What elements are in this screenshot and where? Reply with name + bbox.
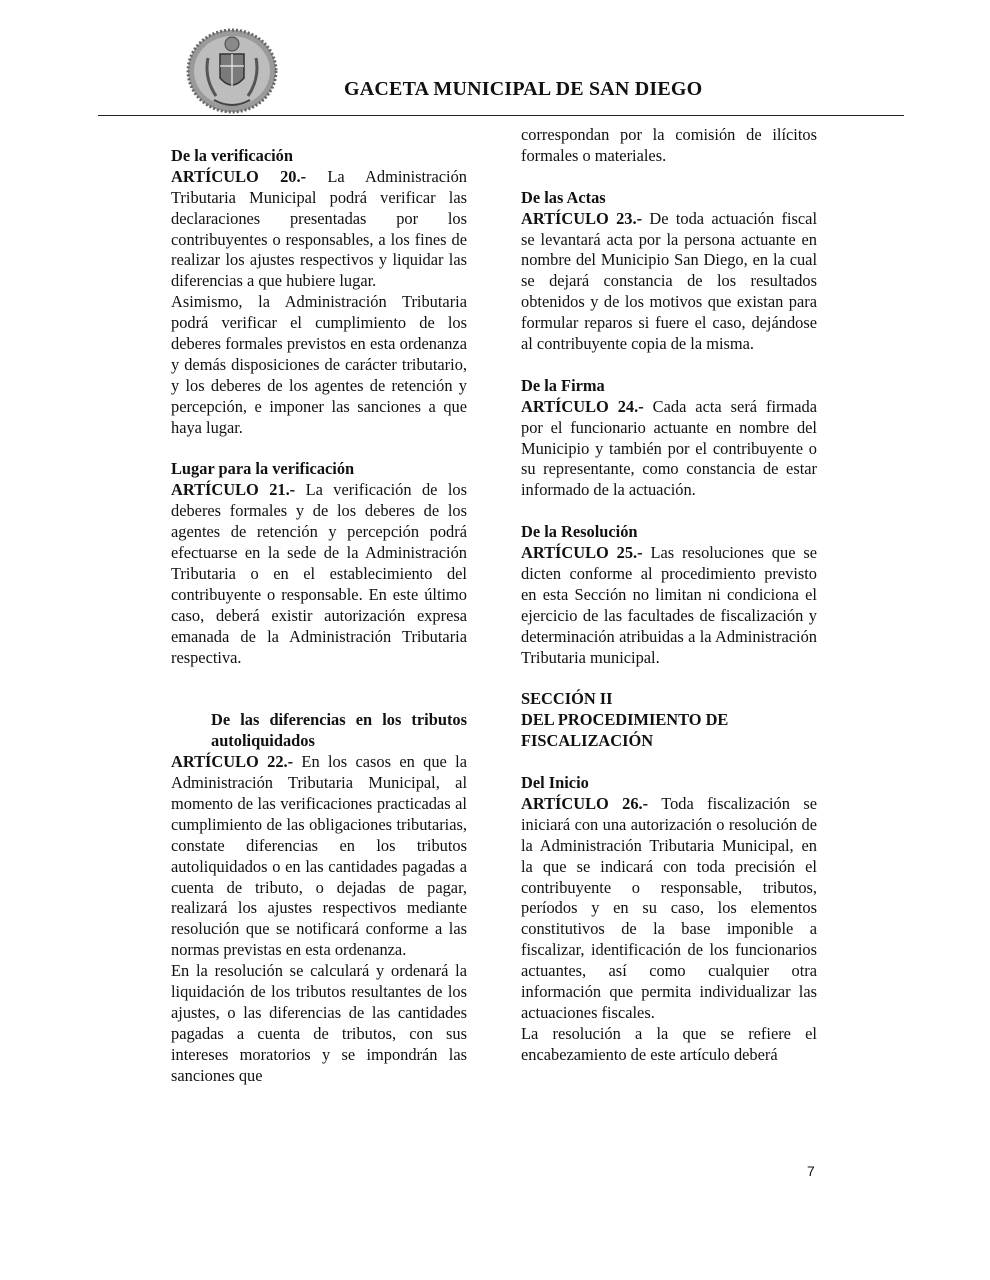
heading-actas: De las Actas <box>521 187 606 207</box>
article-22-label: ARTÍCULO 22.- <box>171 752 294 772</box>
section-number: SECCIÓN II <box>521 689 613 709</box>
page-number: 7 <box>807 1163 815 1179</box>
left-column <box>171 125 467 1087</box>
article-21 <box>171 480 467 668</box>
article-26-paragraph-2: La resolución a la que se refiere el encabezamiento de este artículo deberá <box>521 1023 817 1064</box>
right-column <box>521 125 817 1066</box>
article-22-text: En los casos en que la Administración Tributaria Municipal, al momento de las verificaciones practicadas al cumplimiento de las obligaciones tributarias, constate diferencias en los tributos autoliquidados o en las cantidades pagadas a cuenta de tributo, o dejadas de pagar, realizará los ajustes respectivos mediante resolución que se notificará conforme a las normas previstas en esta ordenanza. <box>171 752 468 960</box>
section-title-line-1: DEL PROCEDIMIENTO DE <box>521 710 729 730</box>
page-title: GACETA MUNICIPAL DE SAN DIEGO <box>344 78 703 100</box>
article-24-text: Cada acta será firmada por el funcionario actuante en nombre del Municipio y también por el contribuyente o su representante, como constancia de estar informado de la actuación. <box>521 396 817 500</box>
article-20 <box>171 167 467 292</box>
heading-resolucion: De la Resolución <box>521 522 638 542</box>
article-23 <box>521 209 817 355</box>
heading-lugar-verificacion: Lugar para la verificación <box>171 459 355 479</box>
article-24-label: ARTÍCULO 24.- <box>521 396 644 416</box>
article-20-label: ARTÍCULO 20.- <box>171 166 307 186</box>
article-24 <box>521 397 817 502</box>
article-20-text: La Administración Tributaria Municipal podrá verificar las declaraciones presentadas por los contribuyentes o responsables, a los fines de realizar los ajustes respectivos y liquidar las diferencias a que hubiere lugar. <box>171 166 468 291</box>
heading-verificacion: De la verificación <box>171 145 293 165</box>
article-22-paragraph-2: En la resolución se calculará y ordenará la liquidación de los tributos resultantes de los ajustes, o las diferencias de las cantidades pagadas a cuenta de tributos, con sus intereses moratorios y se impondrán las sanciones que <box>171 961 467 1085</box>
header-divider <box>98 115 904 116</box>
municipal-seal-icon <box>186 28 278 114</box>
article-25 <box>521 543 817 668</box>
article-21-text: La verificación de los deberes formales y de los deberes de los agentes de retención y percepción podrá efectuarse en la sede de la Administración Tributaria o en el establecimiento del contribuyente o responsable. En este último caso, deberá existir autorización expresa emanada de la Administración Tributaria respectiva. <box>171 480 467 667</box>
article-26 <box>521 794 817 1024</box>
article-23-text: De toda actuación fiscal se levantará acta por la persona actuante en nombre del Municipio San Diego, en la cual se dejará constancia de los resultados obtenidos y de los motivos que existan para formular reparos si fuere el caso, dejándose al contribuyente copia de la misma. <box>521 208 817 354</box>
article-21-label: ARTÍCULO 21.- <box>171 480 296 500</box>
heading-firma: De la Firma <box>521 375 605 395</box>
section-title-line-2: FISCALIZACIÓN <box>521 731 654 751</box>
article-25-text: Las resoluciones que se dicten conforme al procedimiento previsto en esta Sección no limitan ni condiciona el ejercicio de las facultades de fiscalización y determinación atribuidas a la Administración Tributaria municipal. <box>521 543 817 667</box>
article-26-text: Toda fiscalización se iniciará con una autorización o resolución de la Administración Tributaria Municipal, en la que se indicará con toda precisión el contribuyente o responsable, tributos, períodos y en su caso, los elementos constitutivos de la base imponible a fiscalizar, identificación de los funcionarios actuantes, así como cualquier otra información que permita individualizar las actuaciones fiscales. <box>521 793 817 1022</box>
article-23-label: ARTÍCULO 23.- <box>521 208 643 228</box>
article-22 <box>171 752 467 961</box>
heading-inicio: Del Inicio <box>521 773 589 793</box>
article-26-label: ARTÍCULO 26.- <box>521 793 649 813</box>
article-22-continuation: correspondan por la comisión de ilícitos formales o materiales. <box>521 125 817 165</box>
article-25-label: ARTÍCULO 25.- <box>521 543 643 563</box>
article-20-paragraph-2: Asimismo, la Administración Tributaria podrá verificar el cumplimiento de los deberes formales previstos en esta ordenanza y demás disposiciones de carácter tributario, y los deberes de los agentes de retención y percepción, e imponer las sanciones a que haya lugar. <box>171 292 467 437</box>
heading-diferencias-tributos: De las diferencias en los tributos autoliquidados <box>211 710 467 751</box>
